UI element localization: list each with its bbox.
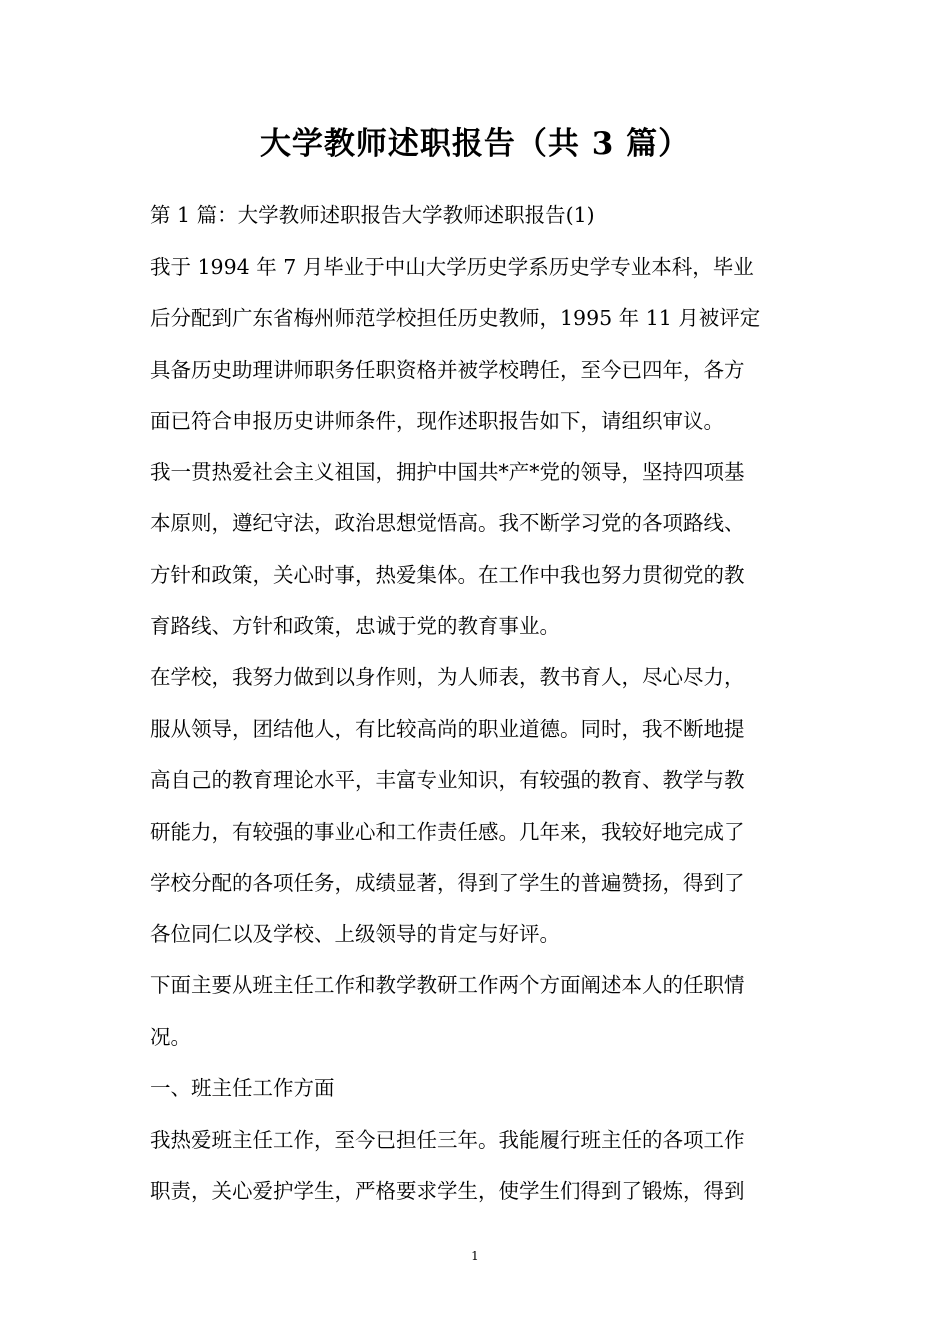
text-line: 后分配到广东省梅州师范学校担任历史教师，1995 年 11 月被评定 xyxy=(150,306,761,330)
text-line: 我一贯热爱社会主义祖国，拥护中国共*产*党的领导，坚持四项基 xyxy=(150,460,745,484)
text-line: 我于 1994 年 7 月毕业于中山大学历史学系历史学专业本科，毕业 xyxy=(150,255,754,279)
text-line: 本原则，遵纪守法，政治思想觉悟高。我不断学习党的各项路线、 xyxy=(150,511,745,535)
text-line: 面已符合申报历史讲师条件，现作述职报告如下，请组织审议。 xyxy=(150,409,724,433)
text-line: 职责，关心爱护学生，严格要求学生，使学生们得到了锻炼，得到 xyxy=(150,1179,745,1203)
section-heading: 一、班主任工作方面 xyxy=(150,1076,335,1100)
text-line: 研能力，有较强的事业心和工作责任感。几年来，我较好地完成了 xyxy=(150,820,745,844)
text-line: 各位同仁以及学校、上级领导的肯定与好评。 xyxy=(150,922,560,946)
section-heading: 第 1 篇：大学教师述职报告大学教师述职报告(1) xyxy=(150,203,595,227)
text-line: 我热爱班主任工作，至今已担任三年。我能履行班主任的各项工作 xyxy=(150,1128,745,1152)
text-line: 方针和政策，关心时事，热爱集体。在工作中我也努力贯彻党的教 xyxy=(150,563,745,587)
text-line: 学校分配的各项任务，成绩显著，得到了学生的普遍赞扬，得到了 xyxy=(150,871,745,895)
text-line: 具备历史助理讲师职务任职资格并被学校聘任，至今已四年，各方 xyxy=(150,358,745,382)
text-line: 服从领导，团结他人，有比较高尚的职业道德。同时，我不断地提 xyxy=(150,717,745,741)
text-line: 在学校，我努力做到以身作则，为人师表，教书育人，尽心尽力， xyxy=(150,665,745,689)
text-line: 下面主要从班主任工作和教学教研工作两个方面阐述本人的任职情 xyxy=(150,973,745,997)
text-line: 况。 xyxy=(150,1025,191,1049)
text-line: 高自己的教育理论水平，丰富专业知识，有较强的教育、教学与教 xyxy=(150,768,745,792)
page-number: 1 xyxy=(471,1249,479,1263)
document-title: 大学教师述职报告（共 3 篇） xyxy=(259,126,691,162)
text-line: 育路线、方针和政策，忠诚于党的教育事业。 xyxy=(150,614,560,638)
